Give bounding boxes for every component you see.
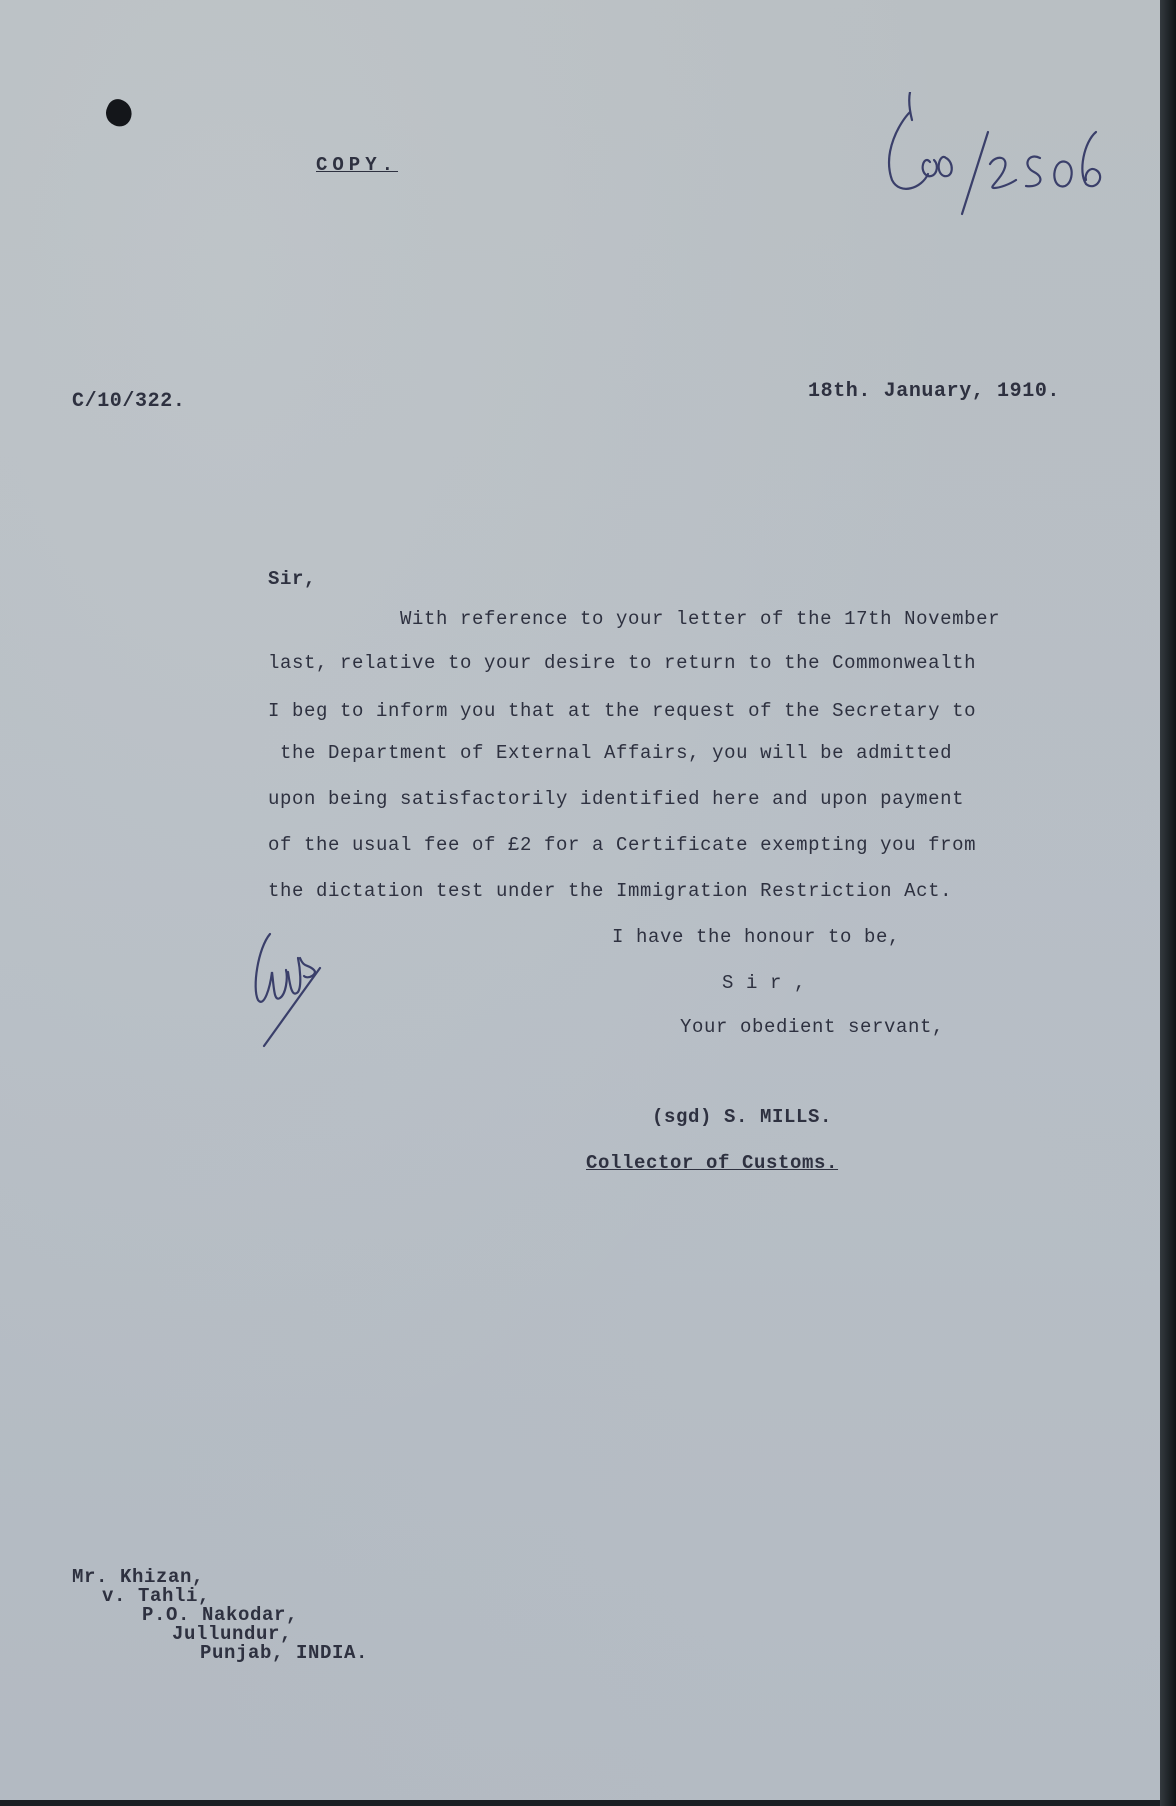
body-line: I beg to inform you that at the request of the Secretary to xyxy=(268,700,977,722)
body-line: the Department of External Affairs, you will be admitted xyxy=(268,742,953,764)
addressee-line: Punjab, INDIA. xyxy=(200,1642,369,1664)
addressee-line: Jullundur, xyxy=(172,1623,293,1645)
scan-edge xyxy=(1160,0,1176,1806)
reference-number: C/10/322. xyxy=(72,390,186,413)
closing-sir: S i r , xyxy=(722,972,807,994)
body-line: the dictation test under the Immigration Restriction Act. xyxy=(268,880,953,902)
addressee-line: Mr. Khizan, xyxy=(72,1566,205,1588)
body-line: last, relative to your desire to return to the Commonwealth xyxy=(268,652,977,674)
body-line: upon being satisfactorily identified here and upon payment xyxy=(268,788,965,810)
copy-label: COPY. xyxy=(316,154,399,176)
punch-hole-mark xyxy=(102,96,137,131)
salutation: Sir, xyxy=(268,568,317,590)
signatory-title: Collector of Customs. xyxy=(586,1152,839,1174)
handwritten-initials xyxy=(248,928,328,1063)
letter-date: 18th. January, 1910. xyxy=(808,380,1061,403)
addressee-line: v. Tahli, xyxy=(102,1585,211,1607)
addressee-line: P.O. Nakodar, xyxy=(142,1604,299,1626)
body-line: With reference to your letter of the 17th November xyxy=(400,608,1001,630)
closing-servant: Your obedient servant, xyxy=(680,1016,945,1038)
handwritten-file-number xyxy=(870,92,1110,227)
body-line: of the usual fee of £2 for a Certificate exempting you from xyxy=(268,834,977,856)
closing-line: I have the honour to be, xyxy=(612,926,901,948)
signature-name: (sgd) S. MILLS. xyxy=(652,1106,833,1128)
